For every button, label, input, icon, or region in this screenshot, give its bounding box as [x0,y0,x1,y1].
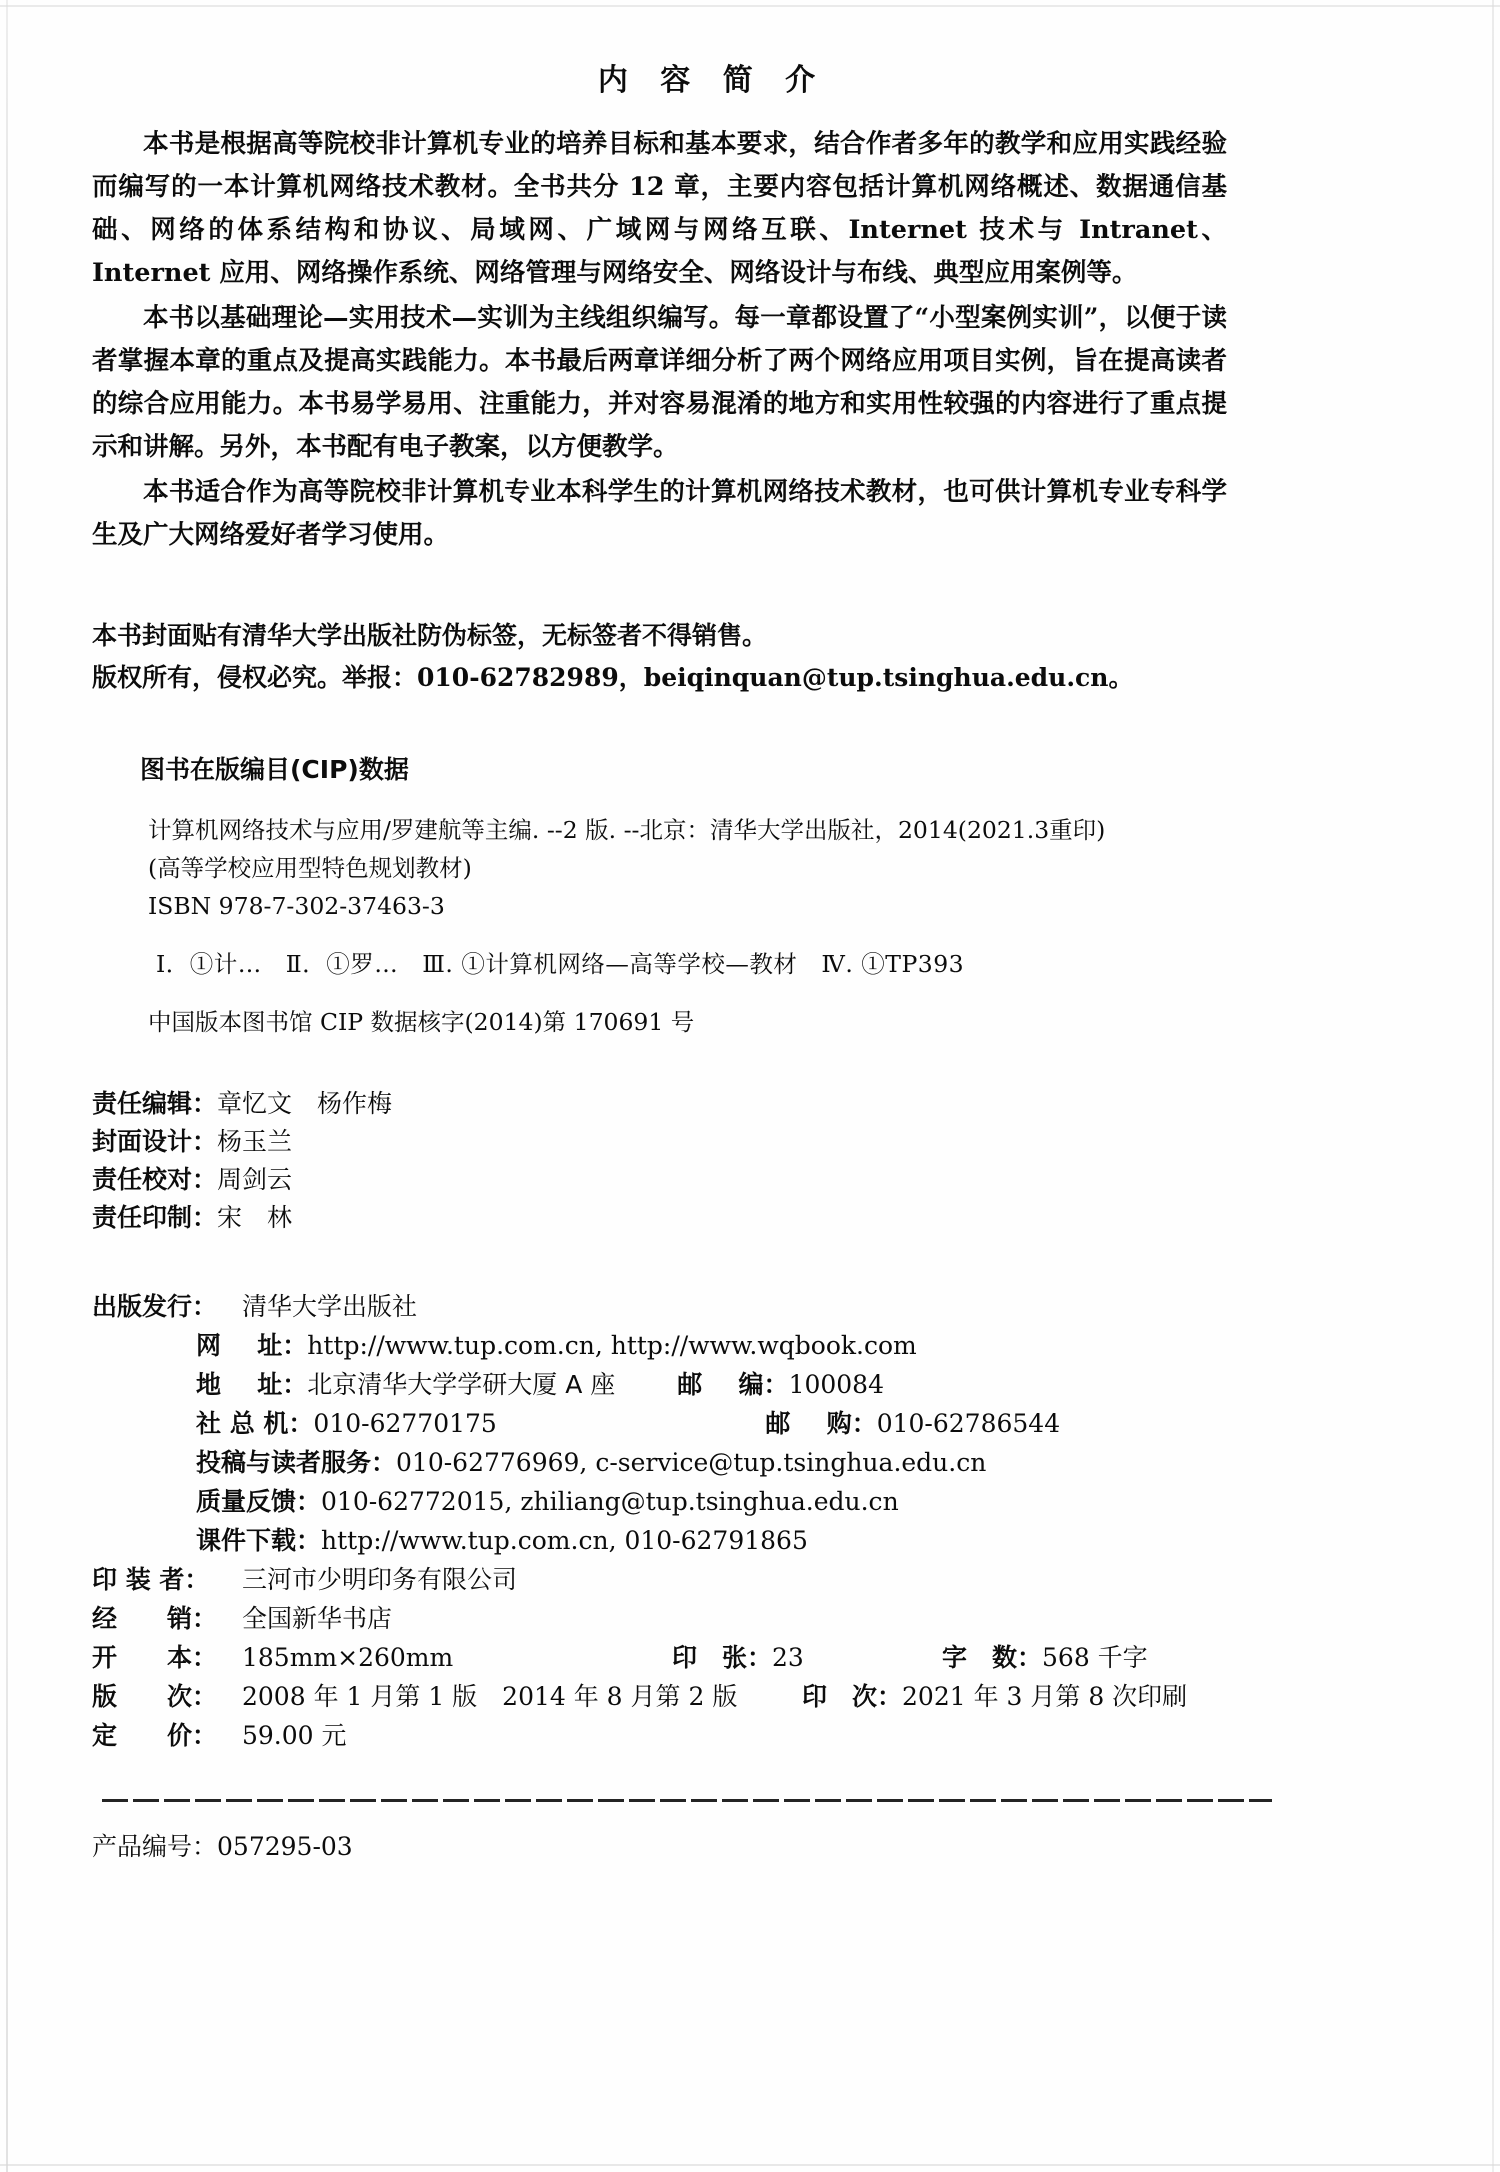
postcode-group [677,1365,884,1404]
product-number-row [92,1828,1412,1866]
anti-counterfeit-label-line: 本书封面贴有清华大学出版社防伪标签，无标签者不得销售。 [92,621,768,650]
address-label: 地 [196,1370,222,1399]
proofreader-label: 责任校对： [92,1165,218,1194]
website-label-suffix: 址： [257,1331,308,1360]
cip-classification: Ⅰ．①计… Ⅱ．①罗… Ⅲ. ①计算机网络—高等学校—教材 Ⅳ. ①TP393 [156,950,965,978]
cip-title-statement: 计算机网络技术与应用/罗建航等主编. --2 版. --北京：清华大学出版社，2014(2021.3重印) [148,816,1106,844]
copyright-notice [92,615,1272,699]
printer-label: 印 装 者： [92,1565,210,1594]
scan-edge-left-artifact [6,0,8,2172]
scan-edge-bottom-artifact [0,2164,1500,2166]
courseware-download-row [92,1521,1412,1560]
cip-block [92,751,1412,1041]
edition-row [92,1677,1412,1716]
publisher-label: 出版发行： [92,1292,218,1321]
publisher-row [92,1287,1412,1326]
sheets-value: 23 [772,1643,804,1672]
cip-body [140,811,1412,1041]
publisher-value: 清华大学出版社 [242,1292,418,1321]
courseware-download-label: 课件下载： [196,1526,322,1555]
format-value-wrap [242,1638,672,1677]
copyright-report-line [92,657,1272,699]
printer-row [92,1560,1412,1599]
copyright-report-separator: ， [618,663,644,692]
staff-row-cover-designer [92,1123,1412,1161]
courseware-download-value[interactable]: http://www.tup.com.cn, 010-62791865 [321,1526,808,1555]
publisher-block [92,1287,1412,1560]
distributor-value: 全国新华书店 [242,1604,393,1633]
words-value: 568 千字 [1042,1643,1148,1672]
responsible-editor-value: 章忆文 杨作梅 [217,1089,393,1118]
sheets-label: 印 张： [672,1643,773,1672]
quality-feedback-row [92,1482,1412,1521]
address-value: 北京清华大学学研大厦 A 座 [307,1370,616,1399]
impression-group [802,1682,1187,1711]
abstract-paragraph-2: 本书以基础理论—实用技术—实训为主线组织编写。每一章都设置了“小型案例实训”，以便于读者掌握本章的重点及提高实践能力。本书最后两章详细分析了两个网络应用项目实例，旨在提高读者的综合应用能力。本书易学易用、注重能力，并对容易混淆的地方和实用性较强的内容进行了重点提示和讲解。另外，本书配有电子教案，以方便教学。 [92,303,1227,462]
postcode-label-suffix: 编： [738,1370,789,1399]
format-value: 185mm×260mm [242,1643,454,1672]
print-supervisor-value: 宋 林 [217,1203,293,1232]
book-abstract [92,123,1227,557]
cover-designer-value: 杨玉兰 [217,1127,293,1156]
words-label: 字 数： [942,1643,1043,1672]
edition-label: 版 次： [92,1682,218,1711]
staff-row-responsible-editor [92,1085,1412,1123]
staff-row-proofreader [92,1161,1412,1199]
responsible-editor-label: 责任编辑： [92,1089,218,1118]
product-number-label: 产品编号： [92,1832,218,1861]
copyright-report-prefix: 版权所有，侵权必究。举报： [92,663,418,692]
cip-isbn: ISBN 978-7-302-37463-3 [148,892,445,920]
submission-service-label: 投稿与读者服务： [196,1448,397,1477]
format-row [92,1638,1412,1677]
edition-value-wrap [242,1677,802,1716]
cover-designer-label: 封面设计： [92,1127,218,1156]
page-title: 内 容 简 介 [597,63,827,98]
mailorder-group [765,1404,1060,1443]
website-row [92,1326,1412,1365]
page-content [92,0,1412,1866]
cip-verification-number: 中国版本图书馆 CIP 数据核字(2014)第 170691 号 [148,1008,695,1036]
price-value: 59.00 元 [242,1721,347,1750]
edition-value: 2008 年 1 月第 1 版 2014 年 8 月第 2 版 [242,1682,738,1711]
address-label-suffix: 址： [257,1370,308,1399]
mailorder-label-suffix: 购： [826,1409,877,1438]
scan-edge-right-artifact [1492,0,1494,2172]
sheets-group [672,1638,942,1677]
switchboard-row [92,1404,1412,1443]
printing-specs-block [92,1560,1412,1755]
website-value[interactable]: http://www.tup.com.cn, http://www.wqbook.com [307,1331,917,1360]
submission-service-row [92,1443,1412,1482]
staff-row-print-supervisor [92,1199,1412,1237]
postcode-value: 100084 [788,1370,884,1399]
printer-value: 三河市少明印务有限公司 [242,1565,518,1594]
proofreader-value: 周剑云 [217,1165,293,1194]
submission-service-value: 010-62776969, c-service@tup.tsinghua.edu.cn [396,1448,987,1477]
quality-feedback-label: 质量反馈： [196,1487,322,1516]
words-group [942,1643,1148,1672]
format-label: 开 本： [92,1643,218,1672]
mailorder-label: 邮 [765,1409,791,1438]
abstract-paragraph-1: 本书是根据高等院校非计算机专业的培养目标和基本要求，结合作者多年的教学和应用实践经验而编写的一本计算机网络技术教材。全书共分 12 章，主要内容包括计算机网络概述、数据通信基础、网络的体系结构和协议、局域网、广域网与网络互联、Internet 技术与 Intranet、Internet 应用、网络操作系统、网络管理与网络安全、网络设计与布线、典型应用案例等。 [92,129,1227,288]
abstract-paragraph-3: 本书适合作为高等院校非计算机专业本科学生的计算机网络技术教材，也可供计算机专业专科学生及广大网络爱好者学习使用。 [92,477,1227,550]
copyright-report-phone: 010-62782989 [417,663,619,692]
website-label: 网 [196,1331,222,1360]
impression-value: 2021 年 3 月第 8 次印刷 [902,1682,1188,1711]
copyright-report-suffix: 。 [1108,663,1134,692]
distributor-row [92,1599,1412,1638]
switchboard-value: 010-62770175 [313,1409,497,1438]
mailorder-value: 010-62786544 [876,1409,1061,1438]
postcode-label: 邮 [677,1370,703,1399]
impression-label: 印 次： [802,1682,903,1711]
address-row [92,1365,1412,1404]
quality-feedback-value: 010-62772015, zhiliang@tup.tsinghua.edu.cn [321,1487,899,1516]
dashed-divider [102,1799,1272,1802]
price-label: 定 价： [92,1721,218,1750]
distributor-label: 经 销： [92,1604,218,1633]
switchboard-label: 社 总 机： [196,1409,314,1438]
print-supervisor-label: 责任印制： [92,1203,218,1232]
price-row [92,1716,1412,1755]
staff-credits [92,1085,1412,1237]
product-number-value: 057295-03 [217,1832,353,1861]
cip-series-statement: (高等学校应用型特色规划教材) [148,854,472,882]
cip-heading: 图书在版编目(CIP)数据 [140,755,409,784]
copyright-report-email: beiqinquan@tup.tsinghua.edu.cn [643,663,1109,692]
